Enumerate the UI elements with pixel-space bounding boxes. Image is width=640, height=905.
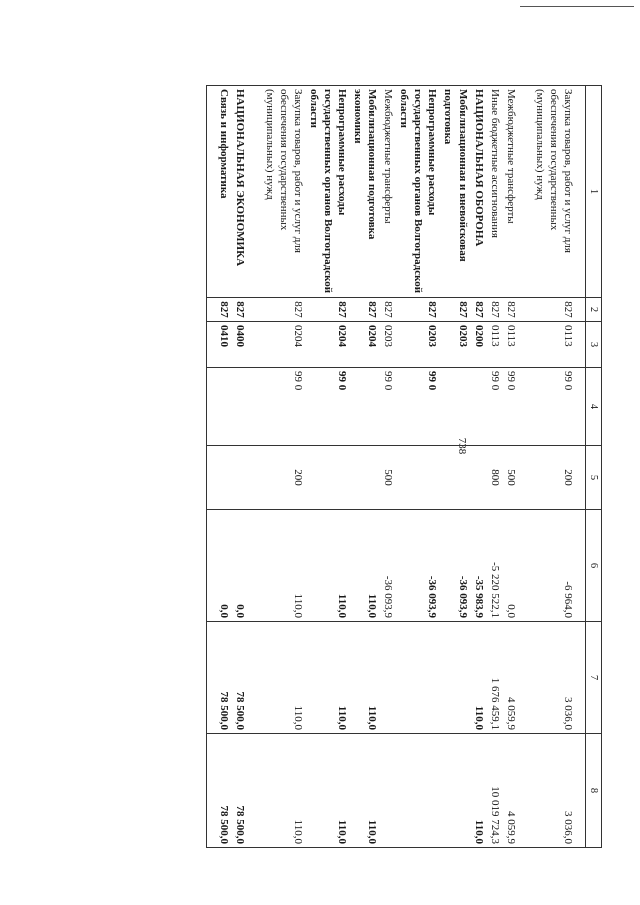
amount-col6: 110,0 bbox=[350, 510, 380, 622]
table-row bbox=[380, 86, 396, 848]
section-code: 0204 bbox=[261, 322, 305, 368]
target-article bbox=[471, 368, 487, 446]
amount-col8: 10 019 724,3 bbox=[487, 734, 503, 848]
amount-col8: 110,0 bbox=[350, 734, 380, 848]
amount-col8: 110,0 bbox=[261, 734, 305, 848]
amount-col7: 110,0 bbox=[261, 622, 305, 734]
header-cell: 3 bbox=[586, 322, 602, 368]
header-cell: 1 bbox=[586, 86, 602, 298]
ministry-code: 827 bbox=[532, 298, 586, 322]
header-cell: 8 bbox=[586, 734, 602, 848]
table-row bbox=[471, 86, 487, 848]
amount-col6: -35 983,9 bbox=[471, 510, 487, 622]
header-cell: 5 bbox=[586, 446, 602, 510]
amount-col6: 0,0 bbox=[503, 510, 532, 622]
section-code: 0204 bbox=[350, 322, 380, 368]
section-code: 0113 bbox=[503, 322, 532, 368]
section-code: 0204 bbox=[306, 322, 350, 368]
header-cell: 7 bbox=[586, 622, 602, 734]
item-name: Непрограммные расходы государственных органов Волгоградской области bbox=[306, 86, 350, 298]
table-row bbox=[232, 86, 261, 848]
amount-col7 bbox=[440, 622, 470, 734]
amount-col6: -36 093,9 bbox=[396, 510, 440, 622]
target-article bbox=[440, 368, 470, 446]
amount-col7: 78 500,0 bbox=[232, 622, 261, 734]
expense-type: 200 bbox=[261, 446, 305, 510]
item-name: Межбюджетные трансферты bbox=[380, 86, 396, 298]
amount-col6: 0,0 bbox=[232, 510, 261, 622]
amount-col8: 78 500,0 bbox=[207, 734, 233, 848]
expense-type bbox=[396, 446, 440, 510]
amount-col7: 78 500,0 bbox=[207, 622, 233, 734]
expense-type: 200 bbox=[532, 446, 586, 510]
target-article: 99 0 bbox=[306, 368, 350, 446]
expense-type bbox=[232, 446, 261, 510]
page-number: 738 bbox=[456, 437, 468, 455]
amount-col6: -36 093,9 bbox=[440, 510, 470, 622]
target-article: 99 0 bbox=[487, 368, 503, 446]
amount-col6: 110,0 bbox=[261, 510, 305, 622]
ministry-code: 827 bbox=[261, 298, 305, 322]
table-row bbox=[306, 86, 350, 848]
table-row bbox=[350, 86, 380, 848]
amount-col8 bbox=[396, 734, 440, 848]
header-cell: 6 bbox=[586, 510, 602, 622]
amount-col7: 3 036,0 bbox=[532, 622, 586, 734]
amount-col7: 110,0 bbox=[306, 622, 350, 734]
amount-col8 bbox=[440, 734, 470, 848]
ministry-code: 827 bbox=[232, 298, 261, 322]
expense-type bbox=[306, 446, 350, 510]
amount-col6: 110,0 bbox=[306, 510, 350, 622]
amount-col7 bbox=[396, 622, 440, 734]
target-article: 99 0 bbox=[396, 368, 440, 446]
amount-col6: -6 964,0 bbox=[532, 510, 586, 622]
ministry-code: 827 bbox=[306, 298, 350, 322]
item-name: Иные бюджетные ассигнования bbox=[487, 86, 503, 298]
table-row bbox=[207, 86, 233, 848]
table-row bbox=[440, 86, 470, 848]
amount-col7: 110,0 bbox=[350, 622, 380, 734]
amount-col8: 3 036,0 bbox=[532, 734, 586, 848]
section-code: 0203 bbox=[440, 322, 470, 368]
item-name: Мобилизационная подготовка экономики bbox=[350, 86, 380, 298]
amount-col6: 0,0 bbox=[207, 510, 233, 622]
section-code: 0203 bbox=[380, 322, 396, 368]
table-row bbox=[261, 86, 305, 848]
expense-type bbox=[440, 446, 470, 510]
header-cell: 2 bbox=[586, 298, 602, 322]
rotated-table-wrapper bbox=[88, 85, 602, 847]
top-rule bbox=[520, 6, 634, 7]
ministry-code: 827 bbox=[471, 298, 487, 322]
amount-col7: 1 676 459,1 bbox=[487, 622, 503, 734]
item-name: Закупка товаров, работ и услуг для обеспечения государственных (муниципальных) нужд bbox=[261, 86, 305, 298]
amount-col8 bbox=[380, 734, 396, 848]
item-name: Мобилизационная и вневойсковая подготовка bbox=[440, 86, 470, 298]
target-article: 99 0 bbox=[261, 368, 305, 446]
section-code: 0410 bbox=[207, 322, 233, 368]
amount-col6: -5 220 522,1 bbox=[487, 510, 503, 622]
amount-col8: 110,0 bbox=[306, 734, 350, 848]
amount-col8: 4 059,9 bbox=[503, 734, 532, 848]
ministry-code: 827 bbox=[380, 298, 396, 322]
table-row bbox=[503, 86, 532, 848]
ministry-code: 827 bbox=[503, 298, 532, 322]
ministry-code: 827 bbox=[396, 298, 440, 322]
expense-type: 800 bbox=[487, 446, 503, 510]
section-code: 0113 bbox=[532, 322, 586, 368]
table-row bbox=[396, 86, 440, 848]
expense-type: 500 bbox=[380, 446, 396, 510]
target-article bbox=[350, 368, 380, 446]
ministry-code: 827 bbox=[487, 298, 503, 322]
section-code: 0200 bbox=[471, 322, 487, 368]
amount-col8: 78 500,0 bbox=[232, 734, 261, 848]
section-code: 0203 bbox=[396, 322, 440, 368]
item-name: НАЦИОНАЛЬНАЯ ЭКОНОМИКА bbox=[232, 86, 261, 298]
expense-type bbox=[471, 446, 487, 510]
header-cell: 4 bbox=[586, 368, 602, 446]
ministry-code: 827 bbox=[207, 298, 233, 322]
table-row bbox=[532, 86, 586, 848]
amount-col7 bbox=[380, 622, 396, 734]
amount-col6: -36 093,9 bbox=[380, 510, 396, 622]
expense-type bbox=[350, 446, 380, 510]
target-article bbox=[232, 368, 261, 446]
item-name: Непрограммные расходы государственных органов Волгоградской области bbox=[396, 86, 440, 298]
ministry-code: 827 bbox=[440, 298, 470, 322]
ministry-code: 827 bbox=[350, 298, 380, 322]
budget-table bbox=[206, 85, 602, 848]
amount-col7: 110,0 bbox=[471, 622, 487, 734]
item-name: Связь и информатика bbox=[207, 86, 233, 298]
amount-col7: 4 059,9 bbox=[503, 622, 532, 734]
target-article: 99 0 bbox=[503, 368, 532, 446]
item-name: НАЦИОНАЛЬНАЯ ОБОРОНА bbox=[471, 86, 487, 298]
item-name: Межбюджетные трансферты bbox=[503, 86, 532, 298]
amount-col8: 110,0 bbox=[471, 734, 487, 848]
table-row bbox=[487, 86, 503, 848]
expense-type bbox=[207, 446, 233, 510]
target-article: 99 0 bbox=[532, 368, 586, 446]
section-code: 0400 bbox=[232, 322, 261, 368]
section-code: 0113 bbox=[487, 322, 503, 368]
header-row bbox=[586, 86, 602, 848]
item-name: Закупка товаров, работ и услуг для обеспечения государственных (муниципальных) нужд bbox=[532, 86, 586, 298]
target-article bbox=[207, 368, 233, 446]
target-article: 99 0 bbox=[380, 368, 396, 446]
expense-type: 500 bbox=[503, 446, 532, 510]
